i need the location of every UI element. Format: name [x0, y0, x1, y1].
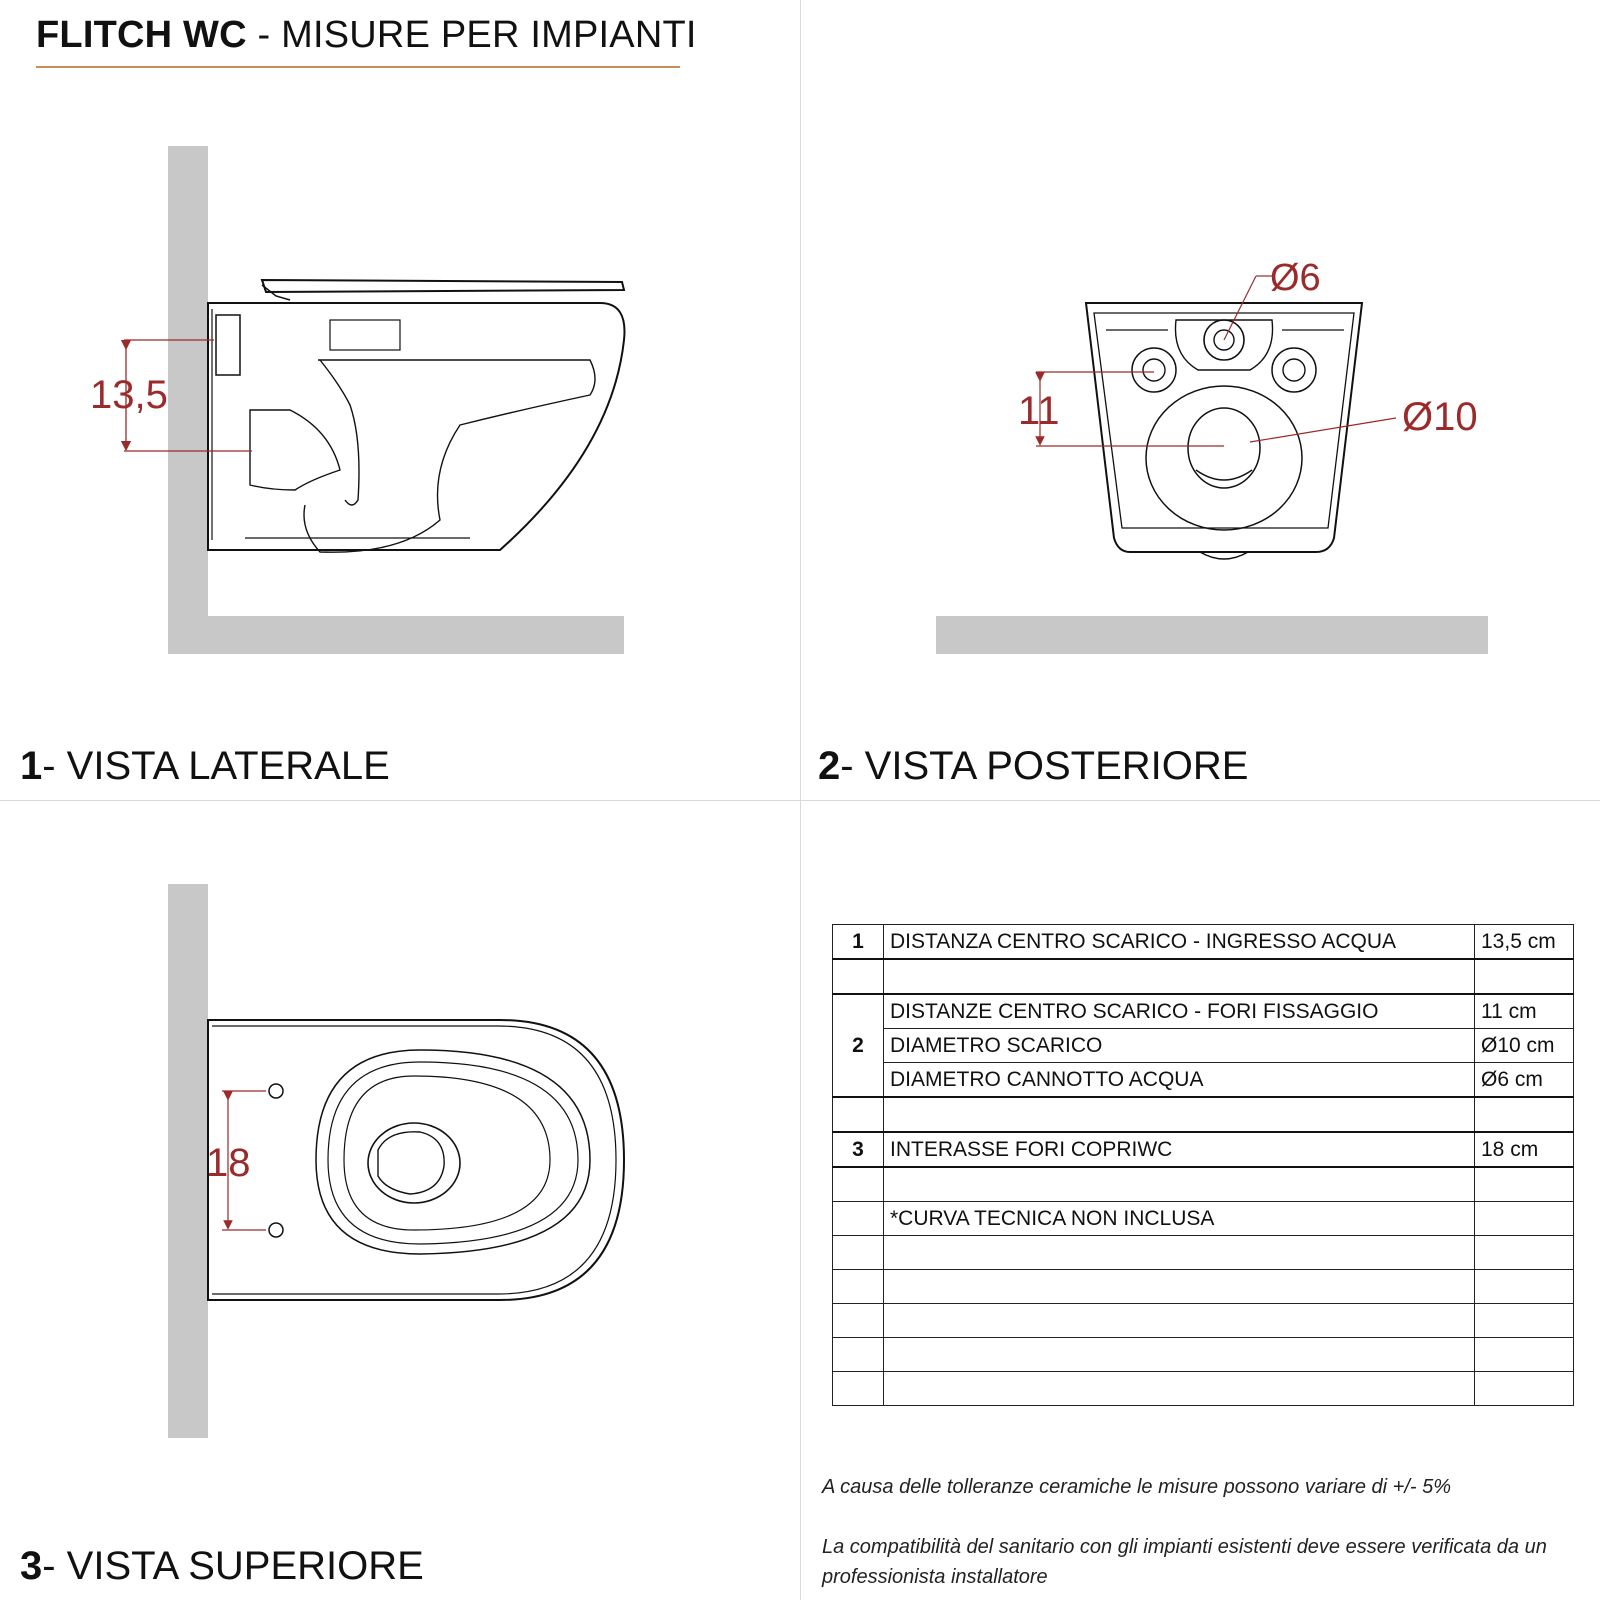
row-group: 1 [833, 925, 884, 960]
rear-water-diameter-label: Ø6 [1270, 257, 1321, 299]
top-wall [168, 884, 208, 1438]
table-row [833, 959, 1574, 994]
row-group [833, 1338, 884, 1372]
view-number: 1 [20, 744, 43, 788]
row-value [1475, 1167, 1574, 1202]
row-description [884, 959, 1475, 994]
view-label-top [20, 1544, 424, 1589]
table-row [833, 1167, 1574, 1202]
rear-fixing-distance-label: 11 [1018, 389, 1060, 433]
view-number: 2 [818, 744, 841, 788]
row-description: DISTANZA CENTRO SCARICO - INGRESSO ACQUA [884, 925, 1475, 960]
top-view-drawing [168, 884, 624, 1438]
row-value [1475, 1236, 1574, 1270]
row-description [884, 1167, 1475, 1202]
row-description: *CURVA TECNICA NON INCLUSA [884, 1202, 1475, 1236]
title-subtitle: - MISURE PER IMPIANTI [257, 14, 697, 56]
row-description [884, 1338, 1475, 1372]
table-row [833, 1270, 1574, 1304]
tolerance-note: A causa delle tolleranze ceramiche le misure possono variare di +/- 5% [822, 1476, 1452, 1498]
row-value [1475, 1097, 1574, 1132]
row-description: DISTANZE CENTRO SCARICO - FORI FISSAGGIO [884, 994, 1475, 1029]
view-number: 3 [20, 1544, 43, 1588]
row-value: 11 cm [1475, 994, 1574, 1029]
rear-floor [936, 616, 1488, 654]
top-seat-holes-label: 18 [206, 1141, 251, 1185]
row-group: 2 [833, 994, 884, 1097]
row-value: 18 cm [1475, 1132, 1574, 1167]
row-value: Ø6 cm [1475, 1063, 1574, 1098]
side-floor [168, 616, 624, 654]
row-value [1475, 1270, 1574, 1304]
row-description [884, 1270, 1475, 1304]
row-group [833, 1097, 884, 1132]
compatibility-note: La compatibilità del sanitario con gli impianti esistenti deve essere verificata da un professionista installatore [822, 1536, 1547, 1588]
table-row [833, 1029, 1574, 1063]
table-row [833, 1132, 1574, 1167]
row-value: Ø10 cm [1475, 1029, 1574, 1063]
table-row [833, 1097, 1574, 1132]
row-value [1475, 1202, 1574, 1236]
row-description: DIAMETRO CANNOTTO ACQUA [884, 1063, 1475, 1098]
table-row [833, 994, 1574, 1029]
row-group: 3 [833, 1132, 884, 1167]
table-row [833, 1338, 1574, 1372]
row-group [833, 1304, 884, 1338]
view-title: - VISTA SUPERIORE [42, 1544, 424, 1588]
table-row [833, 1372, 1574, 1406]
row-group [833, 1202, 884, 1236]
row-description [884, 1097, 1475, 1132]
row-description [884, 1236, 1475, 1270]
row-description [884, 1372, 1475, 1406]
row-value [1475, 959, 1574, 994]
rear-drain-diameter-label: Ø10 [1402, 395, 1478, 439]
table-row [833, 925, 1574, 960]
row-description: INTERASSE FORI COPRIWC [884, 1132, 1475, 1167]
table-row [833, 1202, 1574, 1236]
row-value [1475, 1304, 1574, 1338]
row-group [833, 1167, 884, 1202]
side-wall [168, 146, 208, 616]
side-view-drawing [90, 146, 625, 654]
view-title: - VISTA LATERALE [42, 744, 390, 788]
product-name: FLITCH WC [36, 14, 247, 56]
view-label-side [20, 744, 390, 789]
table-row [833, 1063, 1574, 1098]
row-group [833, 959, 884, 994]
view-title: - VISTA POSTERIORE [840, 744, 1249, 788]
rear-view-drawing [936, 257, 1488, 654]
table-row [833, 1304, 1574, 1338]
row-group [833, 1372, 884, 1406]
row-group [833, 1270, 884, 1304]
row-value [1475, 1372, 1574, 1406]
table-row [833, 1236, 1574, 1270]
side-dimension-label: 13,5 [90, 373, 168, 417]
row-description: DIAMETRO SCARICO [884, 1029, 1475, 1063]
row-value: 13,5 cm [1475, 925, 1574, 960]
measurements-table [832, 924, 1574, 1406]
row-value [1475, 1338, 1574, 1372]
row-description [884, 1304, 1475, 1338]
row-group [833, 1236, 884, 1270]
view-label-rear [818, 744, 1248, 789]
